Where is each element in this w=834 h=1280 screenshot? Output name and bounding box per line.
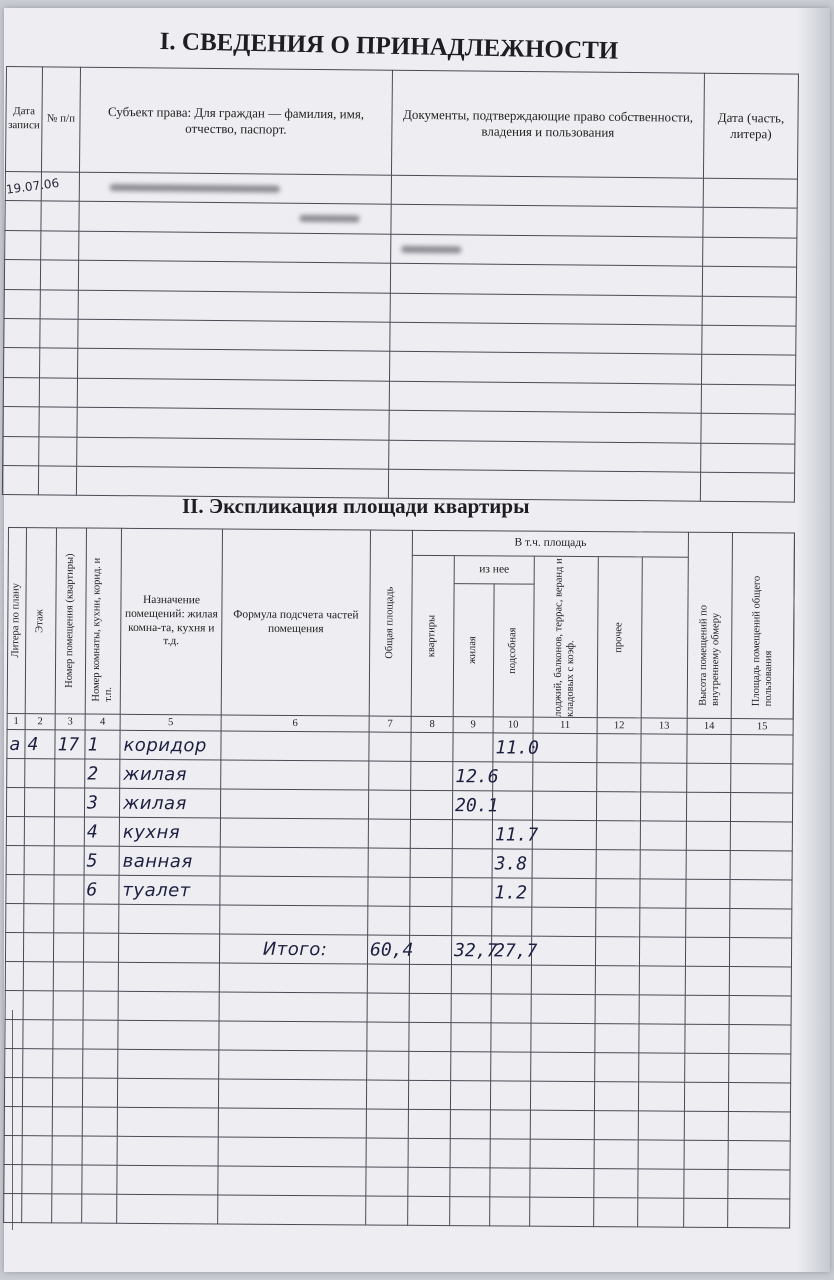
column-numbers-row: 1 2 3 4 5 6 7 8 9 10 11 12 13 14 15 bbox=[7, 713, 793, 734]
room-purpose: жилая bbox=[120, 759, 221, 789]
room-number: 5 bbox=[84, 846, 119, 875]
header-group-area: В т.ч. площадь bbox=[412, 530, 688, 557]
auxiliary-area: 11.0 bbox=[493, 733, 533, 762]
header-date-part: Дата (часть, литера) bbox=[703, 73, 798, 179]
redacted-text bbox=[401, 246, 461, 254]
living-area bbox=[452, 820, 492, 849]
room-number: 1 bbox=[85, 730, 120, 759]
auxiliary-area bbox=[493, 762, 533, 791]
header-apt-number: Номер помещения (квартиры) bbox=[55, 528, 86, 714]
section2-title: II. Экспликация площади квартиры bbox=[182, 494, 530, 518]
header-litera: Литера по плану bbox=[7, 528, 26, 714]
header-apartment: квартиры bbox=[411, 555, 454, 716]
header-docs: Документы, подтверждающие право собственности, владения и пользования bbox=[391, 70, 704, 178]
room-number: 6 bbox=[84, 875, 119, 904]
total-living: 32,7 bbox=[451, 936, 491, 965]
living-area: 12.6 bbox=[453, 762, 493, 791]
floor-cell: 4 bbox=[25, 730, 55, 759]
room-purpose: коридор bbox=[120, 730, 221, 760]
header-subject: Субъект права: Для граждан — фамилия, имя, отчество, паспорт. bbox=[79, 67, 392, 175]
header-sub: из нее bbox=[454, 556, 534, 585]
living-area bbox=[452, 849, 492, 878]
ownership-date-cell bbox=[5, 171, 60, 201]
room-purpose: кухня bbox=[119, 817, 220, 847]
ownership-table bbox=[2, 66, 799, 503]
room-number: 2 bbox=[85, 759, 120, 788]
total-area: 60,4 bbox=[367, 935, 409, 964]
redacted-cell bbox=[79, 202, 391, 234]
auxiliary-area: 11.7 bbox=[492, 820, 532, 849]
total-label: Итого: bbox=[219, 934, 367, 964]
redacted-text bbox=[300, 215, 360, 223]
room-purpose: туалет bbox=[119, 875, 220, 905]
header-other: прочее bbox=[597, 557, 642, 718]
header-date: Дата записи bbox=[5, 67, 42, 172]
header-height: Высота помещений по внутреннему обмеру bbox=[687, 532, 732, 718]
total-auxiliary: 27,7 bbox=[491, 936, 531, 965]
header-purpose: Назначение помещений: жилая комна-та, кухня и т.д. bbox=[120, 528, 222, 715]
handwritten-date: 19.07.06 bbox=[5, 176, 60, 197]
header-floor: Этаж bbox=[25, 528, 56, 714]
room-number: 3 bbox=[84, 788, 119, 817]
header-room-number: Номер комнаты, кухни, корид. и т.п. bbox=[85, 528, 121, 714]
section1-title: I. СВЕДЕНИЯ О ПРИНАДЛЕЖНОСТИ bbox=[159, 28, 619, 65]
header-num: № п/п bbox=[41, 67, 80, 172]
living-area bbox=[453, 733, 493, 762]
header-loggia: лоджий, балконов, террас, веранд и кладовых с коэф. bbox=[533, 556, 598, 717]
room-purpose: жилая bbox=[119, 788, 220, 818]
ownership-header-row bbox=[5, 67, 798, 180]
ownership-cell bbox=[391, 175, 703, 207]
auxiliary-area: 1.2 bbox=[492, 878, 532, 907]
header-total-area: Общая площадь bbox=[369, 530, 412, 716]
litera-cell: а bbox=[7, 729, 25, 758]
ownership-cell bbox=[703, 178, 797, 208]
table-row bbox=[4, 1193, 790, 1227]
header-common-area: Площадь помещений общего пользования bbox=[731, 533, 794, 719]
living-area bbox=[452, 878, 492, 907]
explication-table bbox=[3, 527, 795, 1228]
apt-cell: 17 bbox=[55, 730, 85, 759]
redacted-text bbox=[110, 184, 280, 193]
header-auxiliary: подсобная bbox=[493, 584, 534, 717]
redacted-cell bbox=[391, 234, 703, 266]
room-number: 4 bbox=[84, 817, 119, 846]
redacted-cell bbox=[79, 172, 391, 204]
header-living: жилая bbox=[453, 584, 494, 717]
auxiliary-area: 3.8 bbox=[492, 849, 532, 878]
living-area: 20.1 bbox=[452, 791, 492, 820]
header-formula: Формула подсчета частей помещения bbox=[221, 529, 370, 716]
page-shadow bbox=[796, 8, 830, 1272]
room-purpose: ванная bbox=[119, 846, 220, 876]
auxiliary-area bbox=[492, 791, 532, 820]
